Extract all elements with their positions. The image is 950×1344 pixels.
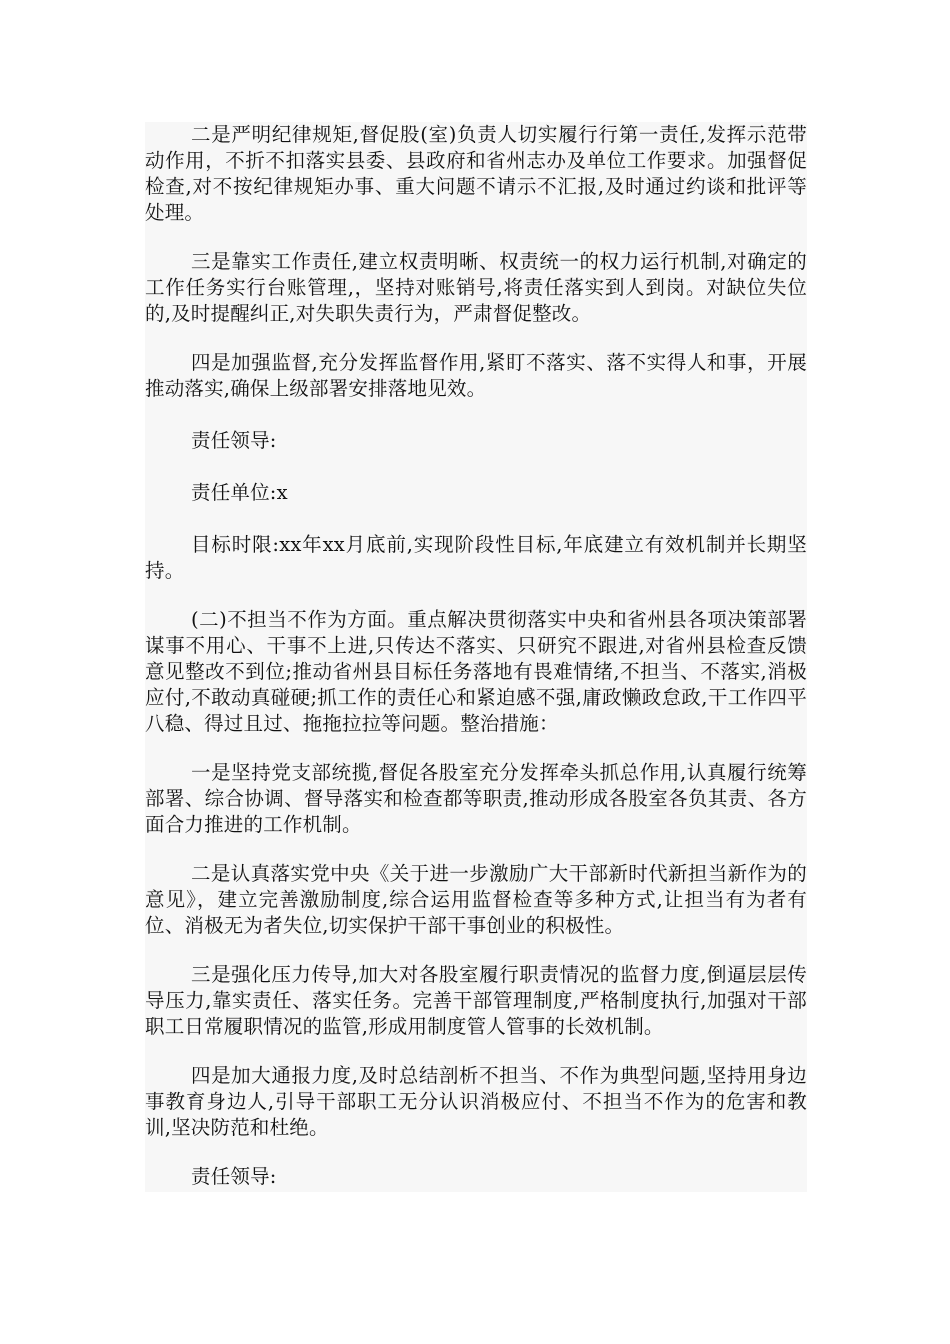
measure-three: 三是强化压力传导,加大对各股室履行职责情况的监督力度,倒逼层层传导压力,靠实责任、落实任务。完善干部管理制度,严格制度执行,加强对干部职工日常履职情况的监管,形成用制度管人管事的长效机制。	[145, 963, 807, 1038]
paragraph-discipline: 二是严明纪律规矩,督促股(室)负责人切实履行行第一责任,发挥示范带动作用，不折不扣落实县委、县政府和省州志办及单位工作要求。加强督促检查,对不按纪律规矩办事、重大问题不请示不汇报,及时通过约谈和批评等处理。	[145, 123, 807, 224]
responsible-leader-label: 责任领导:	[191, 429, 277, 452]
responsible-leader-label-2: 责任领导:	[191, 1165, 277, 1188]
paragraph-responsibility: 三是靠实工作责任,建立权责明晰、权责统一的权力运行机制,对确定的工作任务实行台账管理,，坚持对账销号,将责任落实到人到岗。对缺位失位的,及时提醒纠正,对失职失责行为，严肃督促整改。	[145, 250, 807, 325]
measure-one: 一是坚持党支部统揽,督促各股室充分发挥牵头抓总作用,认真履行统筹部署、综合协调、督导落实和检查都等职责,推动形成各股室各负其责、各方面合力推进的工作机制。	[145, 761, 807, 836]
measure-two: 二是认真落实党中央《关于进一步激励广大干部新时代新担当新作为的意见》，建立完善激励制度,综合运用监督检查等多种方式,让担当有为者有位、消极无为者失位,切实保护干部干事创业的积极性。	[145, 862, 807, 937]
responsible-unit-label: 责任单位:x	[191, 481, 288, 504]
measure-four: 四是加大通报力度,及时总结剖析不担当、不作为典型问题,坚持用身边事教育身边人,引导干部职工无分认识消极应付、不担当不作为的危害和教训,坚决防范和杜绝。	[145, 1064, 807, 1139]
target-deadline: 目标时限:xx年xx月底前,实现阶段性目标,年底建立有效机制并长期坚持。	[145, 533, 807, 582]
document-page	[145, 122, 807, 1192]
paragraph-supervision: 四是加强监督,充分发挥监督作用,紧盯不落实、落不实得人和事，开展推动落实,确保上级部署安排落地见效。	[145, 351, 807, 400]
section-two-heading-paragraph: (二)不担当不作为方面。重点解决贯彻落实中央和省州县各项决策部署谋事不用心、干事不上进,只传达不落实、只研究不跟进,对省州县检查反馈意见整改不到位;推动省州县目标任务落地有畏难情绪,不担当、不落实,消极应付,不敢动真碰硬;抓工作的责任心和紧迫感不强,庸政懒政怠政,干工作四平八稳、得过且过、拖拖拉拉等问题。整治措施：	[145, 608, 807, 735]
